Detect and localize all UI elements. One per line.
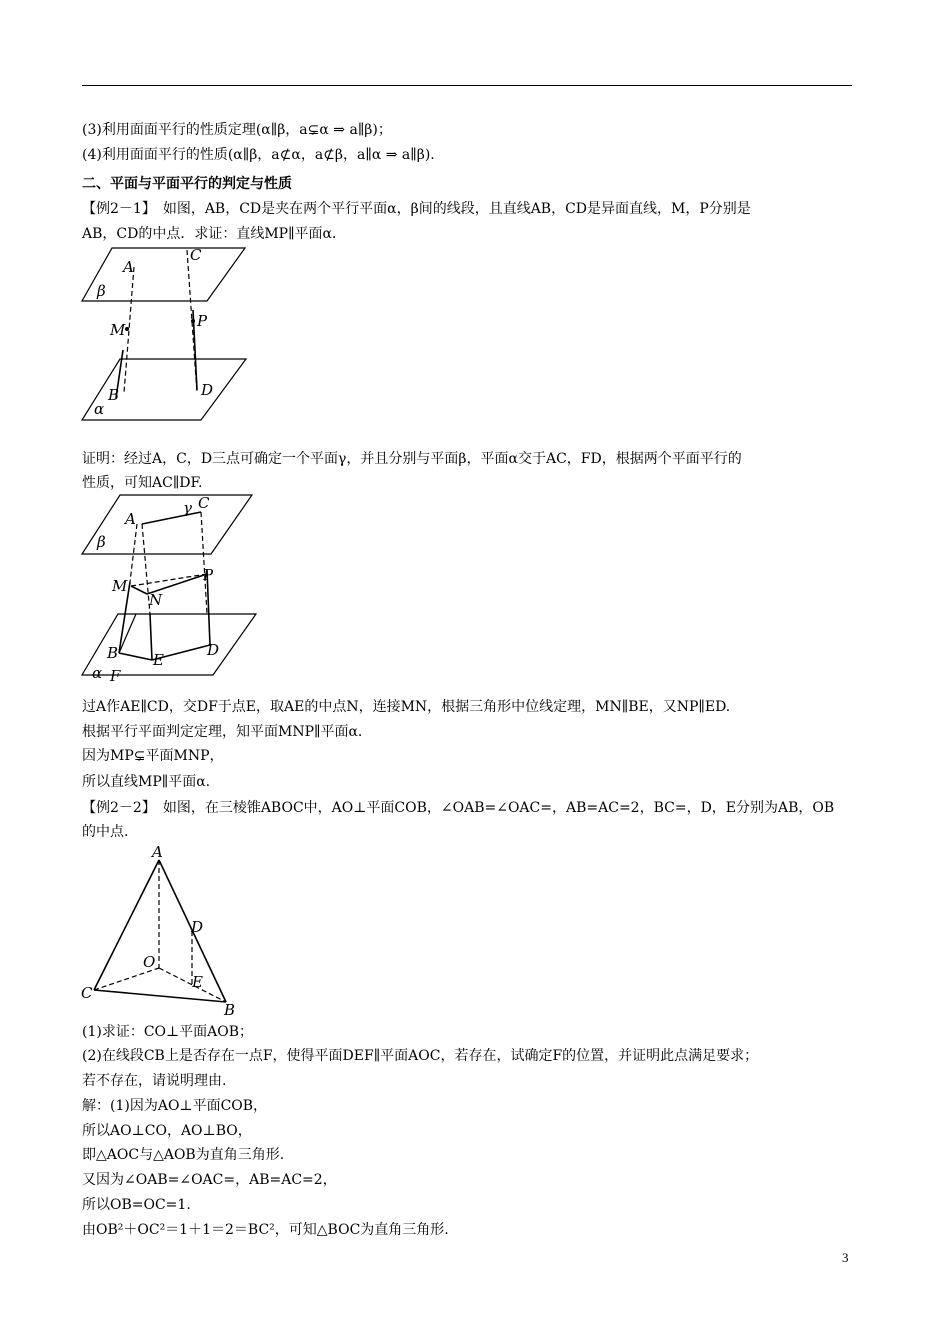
segment-MN [131,586,147,594]
header-rule [82,85,852,86]
solution-line-3: 即△AOC与△AOB为直角三角形. [82,1147,285,1163]
segment-AE-visible [150,614,152,660]
label-beta: β [97,282,106,300]
point-P [191,319,195,323]
proof-line-5: 因为MP⊊平面MNP， [82,748,224,764]
label-beta: β [97,533,106,551]
solution-line-4: 又因为∠OAB=∠OAC=，AB=AC=2， [82,1172,337,1188]
example-2-1-line-1: 【例2－1】 如图，AB，CD是夹在两个平行平面α，β间的线段，且直线AB，CD是异面直线，M，P分别是 [82,201,751,217]
segment-BE [119,653,152,660]
label-D: D [191,918,204,936]
label-N: N [149,591,163,609]
question-2-line-1: (2)在线段CB上是否存在一点F，使得平面DEF∥平面AOC，若存在，试确定F的位置，并证明此点满足要求； [82,1048,759,1064]
figure-parallel-planes-1 [80,240,250,430]
proof-line-2: 性质，可知AC∥DF. [82,475,203,491]
example-2-1-line-2: AB，CD的中点．求证：直线MP∥平面α． [82,226,347,242]
proof-line-1: 证明：经过A，C，D三点可确定一个平面γ，并且分别与平面β，平面α交于AC，FD，根据两个平面平行的 [82,451,742,467]
label-D: D [201,381,214,399]
label-gamma: γ [183,499,192,517]
solution-line-2: 所以AO⊥CO，AO⊥BO， [82,1123,252,1139]
label-A: A [152,843,163,861]
label-F: F [110,667,121,685]
text-line-1: (3)利用面面平行的性质定理(α∥β，a⊊α ⇒ a∥β)； [82,122,392,138]
label-C: C [81,984,93,1002]
label-M: M [110,321,126,339]
label-C: C [190,246,202,264]
solution-line-6: 由OB²＋OC²＝1＋1＝2＝BC²，可知△BOC为直角三角形. [82,1222,449,1238]
segment-AC [142,512,201,524]
segment-CD-hidden [201,512,207,614]
label-P: P [197,312,208,330]
example-2-2-line-1: 【例2－2】 如图，在三棱锥ABOC中，AO⊥平面COB，∠OAB=∠OAC=，AB=AC=2，BC=，D，E分别为AB，OB [82,800,835,816]
label-alpha: α [92,664,103,682]
proof-line-6: 所以直线MP∥平面α. [82,774,211,790]
label-B: B [108,386,120,404]
question-2-line-2: 若不存在，请说明理由. [82,1073,227,1089]
proof-line-3: 过A作AE∥CD，交DF于点E，取AE的中点N，连接MN，根据三角形中位线定理，MN∥BE，又NP∥ED. [82,699,731,715]
point-M [125,327,129,331]
example-2-2-line-2: 的中点. [82,824,129,840]
label-O: O [143,953,156,971]
label-P: P [203,566,214,584]
label-D: D [207,641,220,659]
solution-line-5: 所以OB=OC=1. [82,1197,191,1213]
label-C: C [198,494,210,512]
segment-AB-hidden [130,524,137,582]
section-heading: 二、平面与平面平行的判定与性质 [82,176,292,192]
label-B: B [107,644,119,662]
solution-line-1: 解：(1)因为AO⊥平面COB， [82,1098,268,1114]
text-line-2: (4)利用面面平行的性质(α∥β，a⊄α，a⊄β，a∥α ⇒ a∥β). [82,147,435,163]
figure-tetrahedron [80,840,240,1020]
proof-line-4: 根据平行平面判定定理，知平面MNP∥平面α. [82,724,363,740]
label-E: E [153,651,164,669]
label-A: A [125,510,136,528]
plane-beta [82,495,252,554]
label-A: A [123,258,134,276]
plane-beta [82,248,245,301]
label-M: M [112,577,128,595]
segment-MP [131,574,207,586]
page-number: 3 [842,1250,849,1265]
question-1: (1)求证：CO⊥平面AOB； [82,1024,254,1040]
label-E: E [192,973,203,991]
label-alpha: α [94,400,105,418]
plane-alpha [82,359,246,420]
label-B: B [224,1001,236,1019]
figure-parallel-planes-2 [80,490,260,686]
